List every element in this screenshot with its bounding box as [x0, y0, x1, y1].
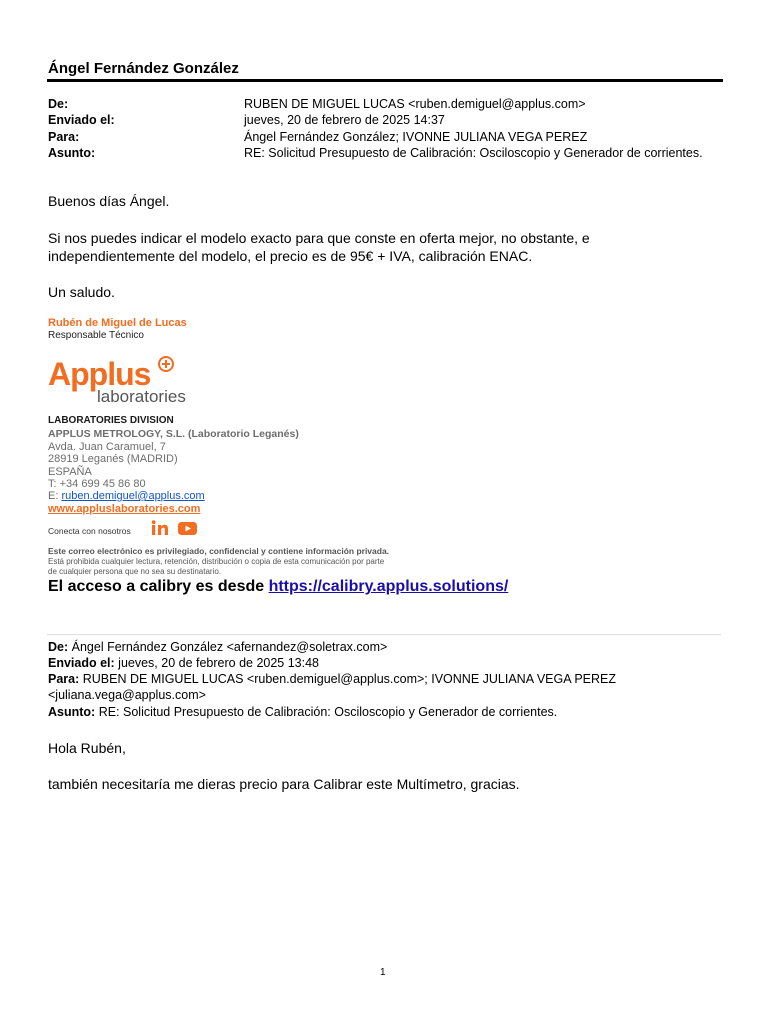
quoted-to-value: RUBEN DE MIGUEL LUCAS <ruben.demiguel@applus.com>; IVONNE JULIANA VEGA PEREZ — [79, 672, 617, 686]
phone: T: +34 699 45 86 80 — [48, 478, 146, 490]
quoted-to — [48, 671, 708, 687]
youtube-icon[interactable] — [178, 522, 197, 535]
sent-label: Enviado el: — [48, 113, 115, 127]
quoted-from-label: De: — [48, 640, 69, 654]
quoted-to-label: Para: — [48, 672, 80, 686]
quoted-sent-label: Enviado el: — [48, 656, 115, 670]
logo-main-text: Applus — [48, 356, 151, 392]
from-label: De: — [48, 97, 69, 111]
quoted-to-line2: <juliana.vega@applus.com> — [48, 688, 206, 702]
address-country: ESPAÑA — [48, 466, 92, 478]
quoted-greeting: Hola Rubén, — [48, 740, 126, 756]
quoted-from — [48, 639, 708, 655]
body-paragraph-line2: independientemente del modelo, el precio es de 95€ + IVA, calibración ENAC. — [48, 248, 533, 264]
subject-value: RE: Solicitud Presupuesto de Calibración: Osciloscopio y Generador de corrientes. — [244, 146, 703, 160]
email-link[interactable]: ruben.demiguel@applus.com — [61, 490, 205, 502]
title-divider — [47, 79, 723, 82]
greeting: Buenos días Ángel. — [48, 193, 170, 209]
linkedin-icon[interactable] — [151, 520, 169, 536]
page-number: 1 — [380, 967, 386, 978]
to-value: Ángel Fernández González; IVONNE JULIANA VEGA PEREZ — [244, 130, 588, 144]
to-label: Para: — [48, 130, 80, 144]
address-line2: 28919 Leganés (MADRID) — [48, 453, 178, 465]
connect-label: Conecta con nosotros — [48, 526, 131, 536]
website-link[interactable]: www.appluslaboratories.com — [48, 503, 201, 515]
signature-name: Rubén de Miguel de Lucas — [48, 317, 187, 329]
quoted-subject — [48, 704, 708, 720]
calibry-access-line — [48, 578, 508, 596]
calibry-text: El acceso a calibry es desde — [48, 578, 269, 595]
quoted-subject-value: RE: Solicitud Presupuesto de Calibración: Osciloscopio y Generador de corrientes. — [95, 705, 558, 719]
quoted-sent — [48, 655, 708, 671]
applus-logo — [48, 355, 198, 405]
quoted-message: también necesitaría me dieras precio para Calibrar este Multímetro, gracias. — [48, 776, 520, 792]
calibry-link[interactable]: https://calibry.applus.solutions/ — [268, 578, 509, 595]
closing: Un saludo. — [48, 284, 115, 300]
privacy-notice-line2: de cualquier persona que no sea su destinatario. — [48, 567, 222, 576]
company-name: APPLUS METROLOGY, S.L. (Laboratorio Leganés) — [48, 428, 299, 440]
email-prefix: E: — [48, 490, 62, 502]
privacy-notice-bold: Este correo electrónico es privilegiado, confidencial y contiene información privada. — [48, 546, 390, 556]
page-title: Ángel Fernández González — [48, 60, 239, 77]
quoted-subject-label: Asunto: — [48, 705, 96, 719]
quoted-separator — [47, 634, 721, 635]
logo-sub-text: laboratories — [97, 387, 186, 405]
division-name: LABORATORIES DIVISION — [48, 415, 174, 426]
from-value: RUBEN DE MIGUEL LUCAS <ruben.demiguel@applus.com> — [244, 97, 586, 111]
email-line — [48, 490, 205, 502]
address-line1: Avda. Juan Caramuel, 7 — [48, 441, 166, 453]
signature-role: Responsable Técnico — [48, 330, 144, 341]
body-paragraph-line1: Si nos puedes indicar el modelo exacto para que conste en oferta mejor, no obstante, e — [48, 230, 590, 246]
quoted-from-value: Ángel Fernández González <afernandez@soletrax.com> — [68, 640, 388, 654]
sent-value: jueves, 20 de febrero de 2025 14:37 — [244, 113, 445, 127]
privacy-notice-line1: Está prohibida cualquier lectura, retención, distribución o copia de esta comunicación por parte — [48, 557, 385, 566]
quoted-sent-value: jueves, 20 de febrero de 2025 13:48 — [114, 656, 320, 670]
subject-label: Asunto: — [48, 146, 96, 160]
